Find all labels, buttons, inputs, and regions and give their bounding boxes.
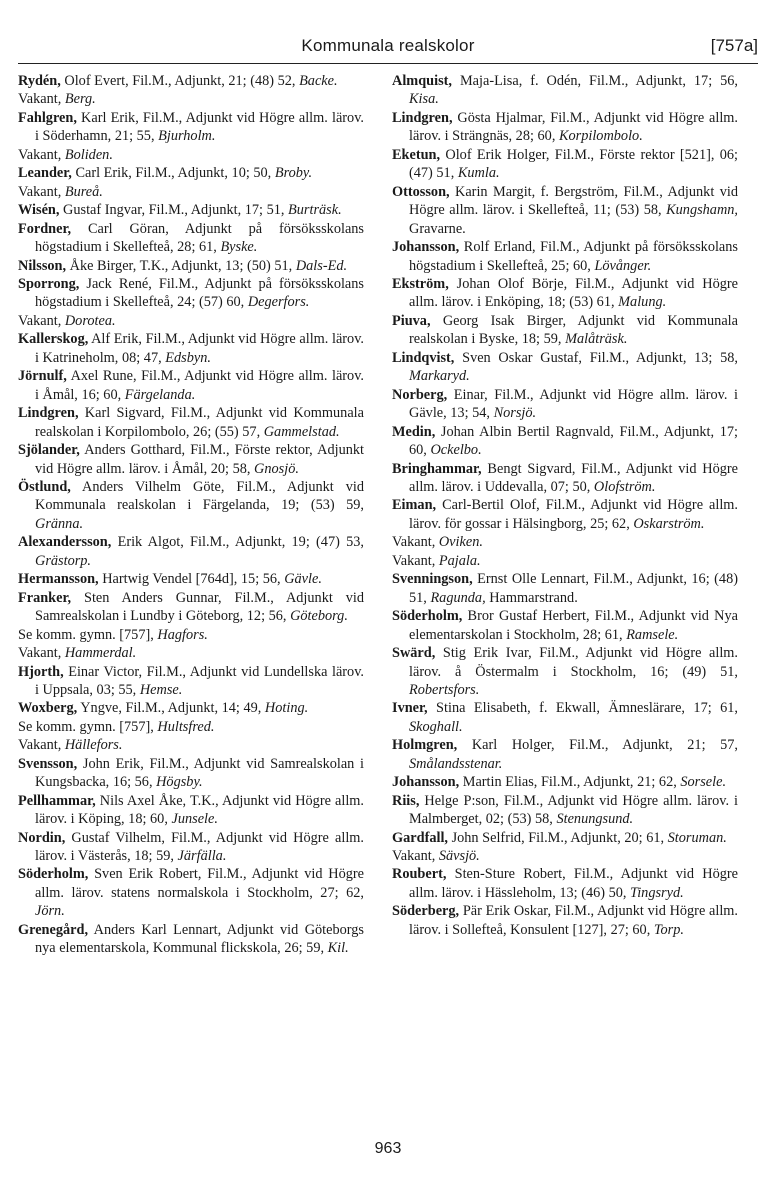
directory-entry <box>18 257 364 275</box>
entry-details: Ernst Olle Lennart, Fil.M., Adjunkt, 16; (48) 51, <box>409 571 738 606</box>
entry-place: Berg. <box>64 91 96 108</box>
directory-entry <box>392 349 738 386</box>
header-rule <box>18 63 758 64</box>
directory-entry <box>18 183 364 201</box>
directory-entry <box>392 773 738 791</box>
entry-surname: Rydén, <box>18 73 61 89</box>
entry-place: Dorotea. <box>64 312 116 329</box>
directory-entry <box>18 72 364 90</box>
directory-entry <box>18 865 364 920</box>
entry-place: Pajala. <box>438 552 481 569</box>
entry-details: Sten Anders Gunnar, Fil.M., Adjunkt vid Samrealskolan i Lundby i Göteborg, 12; 56, <box>35 589 364 625</box>
entry-details: Stina Elisabeth, f. Ekwall, Ämneslärare, 17; 61, <box>427 700 738 717</box>
entry-surname: Söderholm, <box>392 608 463 625</box>
entry-place: Backe. <box>299 73 338 89</box>
entry-details: Bror Gustaf Herbert, Fil.M., Adjunkt vid Nya elementarskolan i Stockholm, 28; 61, <box>409 608 738 643</box>
directory-entry <box>18 109 364 146</box>
directory-entry <box>392 423 738 460</box>
entry-place: Kungshamn, <box>666 202 738 219</box>
page-number: 963 <box>374 1140 402 1157</box>
entry-place: Lövånger. <box>594 257 652 274</box>
entry-surname: Sjölander, <box>18 442 80 459</box>
entry-place: Hoting. <box>264 700 309 717</box>
directory-entry <box>18 146 364 164</box>
left-column <box>18 72 364 958</box>
entry-place: Malåträsk. <box>565 331 628 348</box>
entry-place: Gammelstad. <box>263 423 340 440</box>
entry-place: Smålandsstenar. <box>409 755 503 772</box>
entry-details: Sven Erik Robert, Fil.M., Adjunkt vid Högre allm. lärov. statens normalskola i Stockholm, 27; 62, <box>35 866 364 901</box>
directory-entry <box>18 312 364 330</box>
entry-surname: Söderholm, <box>18 866 89 883</box>
directory-entry <box>18 755 364 792</box>
entry-place: Göteborg. <box>290 608 348 625</box>
directory-entry <box>392 736 738 773</box>
entry-surname: Alexandersson, <box>18 534 112 551</box>
entry-place: Robertsfors. <box>409 681 480 698</box>
entry-place: Burträsk. <box>288 202 342 219</box>
entry-surname: Franker, <box>18 589 72 606</box>
page-header <box>18 36 758 62</box>
entry-place: Oviken. <box>438 534 483 551</box>
entry-details: Vakant, <box>392 848 439 865</box>
entry-surname: Johansson, <box>392 239 460 256</box>
section-reference: [757a] <box>710 36 758 55</box>
entry-details: Vakant, <box>18 183 65 200</box>
entry-surname: Holmgren, <box>392 737 458 754</box>
entry-details: John Erik, Fil.M., Adjunkt vid Samrealskolan i Kungsbacka, 16; 56, <box>35 755 364 791</box>
directory-entry <box>18 90 364 108</box>
entry-surname: Ottosson, <box>392 183 450 200</box>
directory-entry <box>392 792 738 829</box>
entry-details: Axel Rune, Fil.M., Adjunkt vid Högre allm. lärov. i Åmål, 16; 60, <box>35 368 364 403</box>
entry-details: Sten-Sture Robert, Fil.M., Adjunkt vid Högre allm. lärov. i Hässleholm, 13; (46) 50, <box>409 866 738 901</box>
entry-surname: Ivner, <box>392 700 428 717</box>
entry-details: Karl Sigvard, Fil.M., Adjunkt vid Kommunala realskolan i Korpilombolo, 26; (55) 57, <box>35 405 364 440</box>
entry-details: Vakant, <box>392 552 439 569</box>
entry-place: Ragunda, <box>430 589 486 606</box>
directory-entry <box>392 312 738 349</box>
entry-details: Alf Erik, Fil.M., Adjunkt vid Högre allm. lärov. i Katrineholm, 08; 47, <box>35 331 364 366</box>
entry-details: Maja-Lisa, f. Odén, Fil.M., Adjunkt, 17; 56, <box>451 73 738 89</box>
entry-surname: Roubert, <box>392 866 447 883</box>
entry-place: Stenungsund. <box>556 811 634 828</box>
entry-surname: Eketun, <box>392 146 441 163</box>
entry-details: Rolf Erland, Fil.M., Adjunkt på försöksskolans högstadium i Skellefteå, 25; 60, <box>409 239 738 274</box>
directory-entry <box>18 404 364 441</box>
entry-place: Degerfors. <box>247 294 310 311</box>
entry-details: Åke Birger, T.K., Adjunkt, 13; (50) 51, <box>66 257 296 274</box>
directory-entry <box>392 460 738 497</box>
entry-place: Ramsele. <box>626 626 679 643</box>
entry-place: Järfälla. <box>177 848 227 865</box>
entry-place: Korpilombolo. <box>558 128 643 145</box>
entry-surname: Nilsson, <box>18 257 67 274</box>
entry-details: Gustaf Ingvar, Fil.M., Adjunkt, 17; 51, <box>59 202 289 219</box>
directory-entry <box>392 238 738 275</box>
directory-entry <box>392 183 738 238</box>
entry-surname: Piuva, <box>392 312 431 329</box>
entry-details: Gustaf Vilhelm, Fil.M., Adjunkt vid Högre allm. lärov. i Västerås, 18; 59, <box>35 829 364 865</box>
entry-place: Bureå. <box>64 183 103 200</box>
entry-place: Hammerdal. <box>64 645 137 662</box>
entry-place: Jörn. <box>35 903 65 920</box>
entry-surname: Hjorth, <box>18 663 64 680</box>
entry-surname: Fordner, <box>18 220 72 237</box>
directory-entry <box>392 607 738 644</box>
entry-surname: Pellhammar, <box>18 792 96 809</box>
entry-surname: Johansson, <box>392 774 460 791</box>
right-column <box>392 72 738 939</box>
entry-details: Georg Isak Birger, Adjunkt vid Kommunala realskolan i Byske, 18; 59, <box>409 312 738 348</box>
directory-entry <box>18 330 364 367</box>
entry-details: Vakant, <box>392 534 439 551</box>
directory-entry <box>392 496 738 533</box>
entry-details: Se komm. gymn. [757], <box>18 718 158 735</box>
entry-details: Gösta Hjalmar, Fil.M., Adjunkt vid Högre allm. lärov. i Strängnäs, 28; 60, <box>409 109 738 145</box>
directory-entry <box>18 644 364 662</box>
directory-entry <box>392 533 738 551</box>
entry-place: Olofström. <box>593 478 656 495</box>
entry-place: Tingsryd. <box>630 884 684 901</box>
entry-place: Boliden. <box>64 146 113 163</box>
entry-surname: Almquist, <box>392 73 452 89</box>
directory-entry <box>392 699 738 736</box>
directory-entry <box>392 109 738 146</box>
entry-details: John Selfrid, Fil.M., Adjunkt, 20; 61, <box>448 829 668 846</box>
entry-details: Jack René, Fil.M., Adjunkt på försöksskolans högstadium i Skellefteå, 24; (57) 60, <box>35 275 364 311</box>
entry-place: Edsbyn. <box>165 349 211 366</box>
entry-details: Carl Göran, Adjunkt på försöksskolans högstadium i Skellefteå, 28; 61, <box>35 220 364 256</box>
directory-entry <box>392 829 738 847</box>
entry-place: Kumla. <box>457 165 500 182</box>
entry-suffix: Gravarne. <box>409 220 466 237</box>
directory-entry <box>18 699 364 717</box>
entry-surname: Woxberg, <box>18 700 78 717</box>
entry-details: Sven Oskar Gustaf, Fil.M., Adjunkt, 13; 58, <box>454 349 738 366</box>
entry-details: Johan Olof Börje, Fil.M., Adjunkt vid Högre allm. lärov. i Enköping, 18; (53) 61, <box>409 275 738 311</box>
entry-place: Sävsjö. <box>438 848 480 865</box>
entry-details: Vakant, <box>18 91 65 108</box>
entry-details: Stig Erik Ivar, Fil.M., Adjunkt vid Högre allm. lärov. å Östermalm i Stockholm, 16; (49) 51, <box>409 645 738 680</box>
entry-place: Högsby. <box>156 774 203 791</box>
entry-details: Karl Erik, Fil.M., Adjunkt vid Högre allm. lärov. i Söderhamn, 21; 55, <box>35 109 364 145</box>
entry-surname: Gardfall, <box>392 829 448 846</box>
entry-place: Markaryd. <box>409 368 470 385</box>
entry-surname: Östlund, <box>18 478 71 495</box>
directory-entry <box>18 201 364 219</box>
entry-place: Sorsele. <box>680 774 727 791</box>
directory-entry <box>18 792 364 829</box>
entry-surname: Lindqvist, <box>392 349 455 366</box>
entry-details: Karin Margit, f. Bergström, Fil.M., Adjunkt vid Högre allm. lärov. i Skellefteå, 11; (53) 58, <box>409 183 738 219</box>
entry-place: Norsjö. <box>493 405 537 422</box>
entry-surname: Eiman, <box>392 497 437 514</box>
running-title: Kommunala realskolor <box>301 36 475 55</box>
entry-place: Hällefors. <box>64 737 123 754</box>
entry-surname: Bringhammar, <box>392 460 482 477</box>
entry-details: Vakant, <box>18 645 65 662</box>
entry-place: Färgelanda. <box>124 386 196 403</box>
directory-entry <box>392 847 738 865</box>
entry-details: Carl Erik, Fil.M., Adjunkt, 10; 50, <box>71 165 275 182</box>
entry-details: Anders Karl Lennart, Adjunkt vid Göteborgs nya elementarskola, Kommunal flickskola, 26; 59, <box>35 921 364 957</box>
directory-entry <box>392 386 738 423</box>
entry-surname: Jörnulf, <box>18 368 67 385</box>
entry-details: Nils Axel Åke, T.K., Adjunkt vid Högre allm. lärov. i Köping, 18; 60, <box>35 792 364 828</box>
entry-details: Hartwig Vendel [764d], 15; 56, <box>98 571 285 588</box>
entry-details: Vakant, <box>18 737 65 754</box>
directory-entry <box>18 589 364 626</box>
directory-entry <box>392 902 738 939</box>
entry-details: Bengt Sigvard, Fil.M., Adjunkt vid Högre allm. lärov. i Uddevalla, 07; 50, <box>409 460 738 495</box>
entry-surname: Lindgren, <box>18 405 79 422</box>
entry-surname: Riis, <box>392 792 420 809</box>
entry-details: Martin Elias, Fil.M., Adjunkt, 21; 62, <box>459 774 681 791</box>
directory-entry <box>18 533 364 570</box>
directory-entry <box>392 552 738 570</box>
entry-place: Gränna. <box>35 515 84 532</box>
entry-details: Erik Algot, Fil.M., Adjunkt, 19; (47) 53, <box>111 534 364 551</box>
entry-place: Ockelbo. <box>430 442 482 459</box>
entry-details: Anders Vilhelm Göte, Fil.M., Adjunkt vid Kommunala realskolan i Färgelanda, 19; (53) 59, <box>35 478 364 514</box>
directory-entry <box>392 644 738 699</box>
directory-entry <box>18 478 364 533</box>
entry-place: Grästorp. <box>35 552 92 569</box>
entry-place: Oskarström. <box>633 515 705 532</box>
entry-surname: Norberg, <box>392 386 448 403</box>
directory-entry <box>18 367 364 404</box>
entry-details: Einar Victor, Fil.M., Adjunkt vid Lundellska lärov. i Uppsala, 03; 55, <box>35 663 364 698</box>
entry-place: Broby. <box>274 165 313 182</box>
entry-details: Karl Holger, Fil.M., Adjunkt, 21; 57, <box>457 737 738 754</box>
entry-surname: Kallerskog, <box>18 331 89 348</box>
directory-entry <box>18 164 364 182</box>
entry-place: Kil. <box>327 940 349 957</box>
directory-entry <box>18 921 364 958</box>
entry-surname: Svenningson, <box>392 571 473 588</box>
entry-details: Carl-Bertil Olof, Fil.M., Adjunkt vid Högre allm. lärov. för gossar i Hälsingborg, 25; 62, <box>409 497 738 532</box>
entry-suffix: Hammarstrand. <box>485 589 578 606</box>
entry-place: Hultsfred. <box>157 718 215 735</box>
entry-surname: Svensson, <box>18 755 78 772</box>
directory-entry <box>18 718 364 736</box>
entry-place: Torp. <box>653 921 684 938</box>
entry-place: Hemse. <box>139 681 183 698</box>
directory-entry <box>392 72 738 109</box>
entry-surname: Nordin, <box>18 829 66 846</box>
entry-details: Vakant, <box>18 146 65 163</box>
directory-entry <box>18 626 364 644</box>
directory-entry <box>18 441 364 478</box>
entry-details: Johan Albin Bertil Ragnvald, Fil.M., Adjunkt, 17; 60, <box>409 423 738 459</box>
entry-details: Einar, Fil.M., Adjunkt vid Högre allm. lärov. i Gävle, 13; 54, <box>409 386 738 422</box>
directory-entry <box>18 829 364 866</box>
entry-details: Se komm. gymn. [757], <box>18 626 158 643</box>
entry-surname: Hermansson, <box>18 571 99 588</box>
entry-place: Dals-Ed. <box>295 257 348 274</box>
entry-surname: Medin, <box>392 423 436 440</box>
directory-entry <box>18 570 364 588</box>
directory-entry <box>392 146 738 183</box>
entry-place: Bjurholm. <box>158 128 216 145</box>
entry-place: Hagfors. <box>157 626 208 643</box>
entry-details: Helge P:son, Fil.M., Adjunkt vid Högre allm. lärov. i Malmberget, 02; (53) 58, <box>409 792 738 828</box>
entry-surname: Sporrong, <box>18 275 80 292</box>
entry-surname: Grenegård, <box>18 921 89 938</box>
directory-entry <box>18 275 364 312</box>
directory-entry <box>392 275 738 312</box>
entry-details: Pär Erik Oskar, Fil.M., Adjunkt vid Högre allm. lärov. i Sollefteå, Konsulent [127], 27; 60, <box>409 903 738 938</box>
entry-place: Kisa. <box>409 91 439 108</box>
entry-place: Skoghall. <box>409 718 463 735</box>
entry-place: Gävle. <box>284 571 322 588</box>
entry-details: Anders Gotthard, Fil.M., Förste rektor, Adjunkt vid Högre allm. lärov. i Åmål, 20; 58, <box>35 442 364 477</box>
entry-surname: Fahlgren, <box>18 109 77 126</box>
directory-entry <box>18 663 364 700</box>
entry-place: Gnosjö. <box>254 460 299 477</box>
entry-place: Storuman. <box>667 829 727 846</box>
entry-details: Olof Evert, Fil.M., Adjunkt, 21; (48) 52, <box>60 73 300 89</box>
entry-surname: Söderberg, <box>392 903 460 920</box>
entry-surname: Ekström, <box>392 275 449 292</box>
entry-details: Olof Erik Holger, Fil.M., Förste rektor [521], 06; (47) 51, <box>409 146 738 182</box>
entry-place: Junsele. <box>171 811 218 828</box>
entry-place: Byske. <box>220 239 258 256</box>
directory-entry <box>18 220 364 257</box>
entry-surname: Lindgren, <box>392 109 453 126</box>
entry-details: Vakant, <box>18 312 65 329</box>
entry-surname: Wisén, <box>18 202 60 219</box>
entry-details: Yngve, Fil.M., Adjunkt, 14; 49, <box>77 700 265 717</box>
entry-surname: Leander, <box>18 165 72 182</box>
directory-entry <box>392 570 738 607</box>
directory-entry <box>18 736 364 754</box>
entry-place: Malung. <box>618 294 667 311</box>
directory-entry <box>392 865 738 902</box>
entry-surname: Swärd, <box>392 645 436 662</box>
